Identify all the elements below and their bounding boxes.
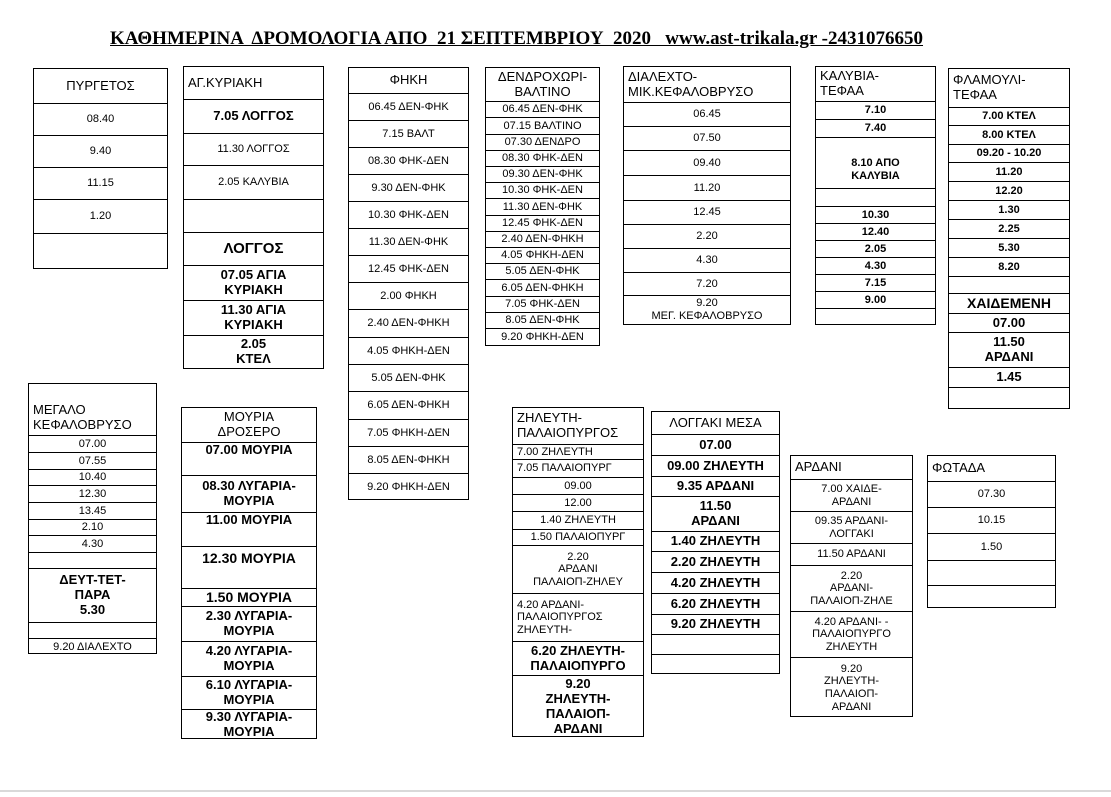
table-row: 5.05 ΔΕΝ-ΦΗΚ — [486, 263, 599, 279]
table-row: ΧΑΙΔΕΜΕΝΗ — [949, 293, 1069, 313]
table-row: 6.20 ΖΗΛΕΥΤΗ — [652, 593, 779, 614]
table-row: 5.05 ΔΕΝ-ΦΗΚ — [349, 364, 468, 391]
table-row — [652, 654, 779, 675]
table-row: 8.20 — [949, 257, 1069, 276]
table-row: 07.30 — [928, 481, 1055, 507]
table-row: 12.00 — [513, 494, 643, 511]
table-row: 2.40 ΔΕΝ-ΦΗΚΗ — [349, 309, 468, 337]
table-row: 10.15 — [928, 507, 1055, 533]
table-row: 09.00 — [513, 477, 643, 494]
table-row: 6.05 ΔΕΝ-ΦΗΚΗ — [486, 279, 599, 296]
table-row: 07.00 ΜΟΥΡΙΑ — [182, 442, 316, 475]
table-row: 1.30 — [949, 200, 1069, 219]
table-row: 8.05 ΔΕΝ-ΦΗΚΗ — [349, 446, 468, 473]
table-header: ΖΗΛΕΥΤΗ- ΠΑΛΑΙΟΠΥΡΓΟΣ — [517, 410, 619, 440]
table-row: 7.05 ΛΟΓΓΟΣ — [184, 99, 323, 133]
table-row: 4.20 ΑΡΔΑΝΙ- - ΠΑΛΑΙΟΠΥΡΓΟ ΖΗΛΕΥΤΗ — [791, 611, 912, 657]
table-row: 9.20 ΜΕΓ. ΚΕΦΑΛΟΒΡΥΣΟ — [624, 295, 790, 324]
table-row: 07.50 — [624, 126, 790, 150]
table-row: 6.05 ΔΕΝ-ΦΗΚΗ — [349, 391, 468, 419]
table-row: 7.40 — [816, 119, 935, 137]
table-row: 8.05 ΔΕΝ-ΦΗΚ — [486, 312, 599, 328]
table-row: 11.15 — [34, 167, 167, 199]
table-flamouli — [948, 68, 1070, 409]
table-row: 7.05 ΠΑΛΑΙΟΠΥΡΓ — [513, 459, 643, 477]
table-row: 06.45 ΔΕΝ-ΦΗΚ — [349, 93, 468, 120]
table-row: 2.30 ΛΥΓΑΡΙΑ- ΜΟΥΡΙΑ — [182, 606, 316, 641]
table-row: ΔΕΥΤ-ΤΕΤ- ΠΑΡΑ 5.30 — [29, 568, 156, 622]
table-row: 7.00 ΚΤΕΛ — [949, 107, 1069, 125]
table-row: 2.40 ΔΕΝ-ΦΗΚΗ — [486, 231, 599, 247]
table-row: 12.20 — [949, 181, 1069, 200]
table-row: 7.15 — [816, 274, 935, 291]
table-row: 9.00 — [816, 291, 935, 308]
table-row: 11.30 ΑΓΙΑ ΚΥΡΙΑΚΗ — [184, 300, 323, 335]
table-row: 11.30 ΔΕΝ-ΦΗΚ — [349, 228, 468, 255]
table-row: 08.30 ΦΗΚ-ΔΕΝ — [349, 147, 468, 174]
table-row: 12.45 ΦΗΚ-ΔΕΝ — [486, 215, 599, 231]
table-row: 06.45 ΔΕΝ-ΦΗΚ — [486, 101, 599, 117]
table-row: 7.20 — [624, 272, 790, 295]
table-row: 1.50 ΠΑΛΑΙΟΠΥΡΓ — [513, 529, 643, 545]
table-row: 06.45 — [624, 102, 790, 126]
table-row: 6.10 ΛΥΓΑΡΙΑ- ΜΟΥΡΙΑ — [182, 676, 316, 709]
table-row: 2.20 ΑΡΔΑΝΙ- ΠΑΛΑΙΟΠ-ΖΗΛΕ — [791, 565, 912, 611]
table-row: 11.00 ΜΟΥΡΙΑ — [182, 512, 316, 546]
table-row: 11.50 ΑΡΔΑΝΙ — [949, 332, 1069, 367]
table-fiki — [348, 67, 469, 500]
table-dendroxori — [485, 67, 600, 346]
table-ag-kyriaki — [183, 66, 324, 369]
table-row: 07.30 ΔΕΝΔΡΟ — [486, 134, 599, 150]
table-header: ΦΗΚΗ — [389, 72, 428, 88]
table-row: 8.10 ΑΠΟ ΚΑΛΥΒΙΑ — [816, 137, 935, 188]
table-row: 11.20 — [949, 162, 1069, 181]
table-row — [949, 387, 1069, 404]
table-row: 4.20 ΛΥΓΑΡΙΑ- ΜΟΥΡΙΑ — [182, 641, 316, 676]
table-kalyvia — [815, 66, 936, 325]
table-row: 7.05 ΦΗΚΗ-ΔΕΝ — [349, 419, 468, 446]
table-row: 9.20 ΖΗΛΕΥΤΗ- ΠΑΛΑΙΟΠ- ΑΡΔΑΝΙ — [513, 675, 643, 738]
table-ardani — [790, 455, 913, 717]
table-row: 4.20 ΖΗΛΕΥΤΗ — [652, 572, 779, 593]
table-row: 07.00 — [652, 434, 779, 455]
table-dialexto — [623, 66, 791, 325]
table-row: 07.15 ΒΑΛΤΙΝΟ — [486, 117, 599, 134]
table-row: 12.45 ΦΗΚ-ΔΕΝ — [349, 255, 468, 282]
table-header: ΚΑΛΥΒΙΑ- ΤΕΦΑΑ — [820, 68, 880, 98]
table-row — [184, 199, 323, 232]
table-row: 7.15 ΒΑΛΤ — [349, 120, 468, 147]
table-row: 09.35 ΑΡΔΑΝΙ- ΛΟΓΓΑΚΙ — [791, 511, 912, 543]
table-row: 10.30 ΦΗΚ-ΔΕΝ — [486, 182, 599, 198]
table-row: 11.50 ΑΡΔΑΝΙ — [652, 496, 779, 531]
table-row: 9.35 ΑΡΔΑΝΙ — [652, 476, 779, 496]
table-row: 4.30 — [816, 257, 935, 274]
table-row: 9.30 ΔΕΝ-ΦΗΚ — [349, 174, 468, 201]
table-loggaki-mesa — [651, 411, 780, 674]
table-row: 7.00 ΧΑΙΔΕ- ΑΡΔΑΝΙ — [791, 479, 912, 511]
table-row: 10.40 — [29, 469, 156, 485]
table-row: 9.20 ΔΙΑΛΕΧΤΟ — [29, 638, 156, 655]
table-row — [816, 188, 935, 206]
table-row: 1.40 ΖΗΛΕΥΤΗ — [513, 511, 643, 529]
table-row: 10.30 ΦΗΚ-ΔΕΝ — [349, 201, 468, 228]
table-row: 7.05 ΦΗΚ-ΔΕΝ — [486, 296, 599, 312]
table-row: 6.20 ΖΗΛΕΥΤΗ- ΠΑΛΑΙΟΠΥΡΓΟ — [513, 641, 643, 675]
table-row: 10.30 — [816, 206, 935, 223]
table-header: ΔΕΝΔΡΟΧΩΡΙ- ΒΑΛΤΙΝΟ — [497, 68, 588, 99]
table-row: 7.00 ΖΗΛΕΥΤΗ — [513, 444, 643, 459]
page-title: ΚΑΘΗΜΕΡΙΝΑ ΔΡΟΜΟΛΟΓΙΑ ΑΠΟ 21 ΣΕΠΤΕΜΒΡΙΟΥ 2020 www.ast-trikala.gr -2431076650 — [110, 28, 924, 49]
table-row: 2.25 — [949, 219, 1069, 238]
table-pyrgetos — [33, 68, 168, 269]
table-row: 2.20 ΖΗΛΕΥΤΗ — [652, 551, 779, 572]
table-row: 13.45 — [29, 502, 156, 519]
table-row: 09.20 - 10.20 — [949, 144, 1069, 162]
table-row: 2.05 ΚΤΕΛ — [184, 335, 323, 368]
table-row: 7.10 — [816, 101, 935, 119]
table-row — [29, 622, 156, 638]
table-row: 9.30 ΛΥΓΑΡΙΑ- ΜΟΥΡΙΑ — [182, 709, 316, 740]
table-row — [949, 276, 1069, 293]
table-row: 07.05 ΑΓΙΑ ΚΥΡΙΑΚΗ — [184, 265, 323, 300]
table-row: 9.20 ΖΗΛΕΥΤΗ — [652, 614, 779, 634]
table-row — [928, 585, 1055, 607]
table-zileuti-palaiopyrgos — [512, 407, 644, 737]
table-row: 4.30 — [29, 535, 156, 552]
table-fotada — [927, 455, 1056, 608]
table-header: ΛΟΓΓΑΚΙ ΜΕΣΑ — [669, 414, 762, 430]
table-row: 1.50 ΜΟΥΡΙΑ — [182, 588, 316, 606]
table-row: 2.00 ΦΗΚΗ — [349, 282, 468, 309]
table-row: 9.40 — [34, 135, 167, 167]
table-row: 09.00 ΖΗΛΕΥΤΗ — [652, 455, 779, 476]
table-row — [34, 233, 167, 268]
table-row: 2.10 — [29, 519, 156, 535]
table-row: 12.40 — [816, 223, 935, 240]
table-row: 1.20 — [34, 199, 167, 233]
table-row: 09.40 — [624, 150, 790, 175]
table-row — [928, 560, 1055, 585]
table-row: 2.05 — [816, 240, 935, 257]
table-row: 12.45 — [624, 200, 790, 224]
table-row: 11.50 ΑΡΔΑΝΙ — [791, 543, 912, 565]
table-header: ΜΕΓΑΛΟ ΚΕΦΑΛΟΒΡΥΣΟ — [33, 402, 132, 433]
table-row: 9.20 ΦΗΚΗ-ΔΕΝ — [349, 473, 468, 501]
table-row: 07.00 — [29, 435, 156, 452]
table-row: 07.55 — [29, 452, 156, 469]
table-row: 1.40 ΖΗΛΕΥΤΗ — [652, 531, 779, 551]
table-row: 1.45 — [949, 367, 1069, 387]
table-mouria-drosero — [181, 407, 317, 739]
table-row: 11.30 ΔΕΝ-ΦΗΚ — [486, 198, 599, 215]
table-header: ΦΩΤΑΔΑ — [932, 460, 986, 476]
table-row: 07.00 — [949, 313, 1069, 332]
table-header: ΜΟΥΡΙΑ ΔΡΟΣΕΡΟ — [217, 409, 281, 439]
table-row — [29, 552, 156, 568]
table-header: ΑΓ.ΚΥΡΙΑΚΗ — [188, 74, 263, 90]
table-row: 2.20 ΑΡΔΑΝΙ ΠΑΛΑΙΟΠ-ΖΗΛΕΥ — [513, 545, 643, 593]
table-row: 9.20 ΖΗΛΕΥΤΗ- ΠΑΛΑΙΟΠ- ΑΡΔΑΝΙ — [791, 657, 912, 718]
page-bottom-edge — [0, 790, 1111, 792]
table-row: 08.40 — [34, 103, 167, 135]
table-row: 08.30 ΛΥΓΑΡΙΑ- ΜΟΥΡΙΑ — [182, 475, 316, 512]
table-row: 12.30 — [29, 485, 156, 502]
table-row: 4.20 ΑΡΔΑΝΙ- ΠΑΛΑΙΟΠΥΡΓΟΣ ΖΗΛΕΥΤΗ- — [513, 593, 643, 641]
table-header: ΔΙΑΛΕΧΤΟ- ΜΙΚ.ΚΕΦΑΛΟΒΡΥΣΟ — [628, 68, 754, 99]
table-header: ΑΡΔΑΝΙ — [795, 459, 842, 475]
table-row: 2.20 — [624, 224, 790, 248]
table-row: 11.20 — [624, 175, 790, 200]
table-row — [816, 308, 935, 323]
table-header: ΠΥΡΓΕΤΟΣ — [66, 77, 135, 93]
table-row: 2.05 ΚΑΛΥΒΙΑ — [184, 165, 323, 199]
table-row: 09.30 ΔΕΝ-ΦΗΚ — [486, 166, 599, 182]
table-row: 5.30 — [949, 238, 1069, 257]
table-megalo-kefalovryso — [28, 383, 157, 654]
table-row: ΛΟΓΓΟΣ — [184, 232, 323, 265]
table-row: 9.20 ΦΗΚΗ-ΔΕΝ — [486, 328, 599, 345]
table-row: 11.30 ΛΟΓΓΟΣ — [184, 133, 323, 165]
table-row: 4.30 — [624, 248, 790, 272]
table-row: 4.05 ΦΗΚΗ-ΔΕΝ — [486, 247, 599, 263]
table-row: 4.05 ΦΗΚΗ-ΔΕΝ — [349, 337, 468, 364]
table-row — [652, 634, 779, 654]
table-row: 08.30 ΦΗΚ-ΔΕΝ — [486, 150, 599, 166]
table-row: 12.30 ΜΟΥΡΙΑ — [182, 546, 316, 588]
table-row: 8.00 ΚΤΕΛ — [949, 125, 1069, 144]
table-header: ΦΛΑΜΟΥΛΙ- ΤΕΦΑΑ — [953, 72, 1026, 102]
table-row: 1.50 — [928, 533, 1055, 560]
